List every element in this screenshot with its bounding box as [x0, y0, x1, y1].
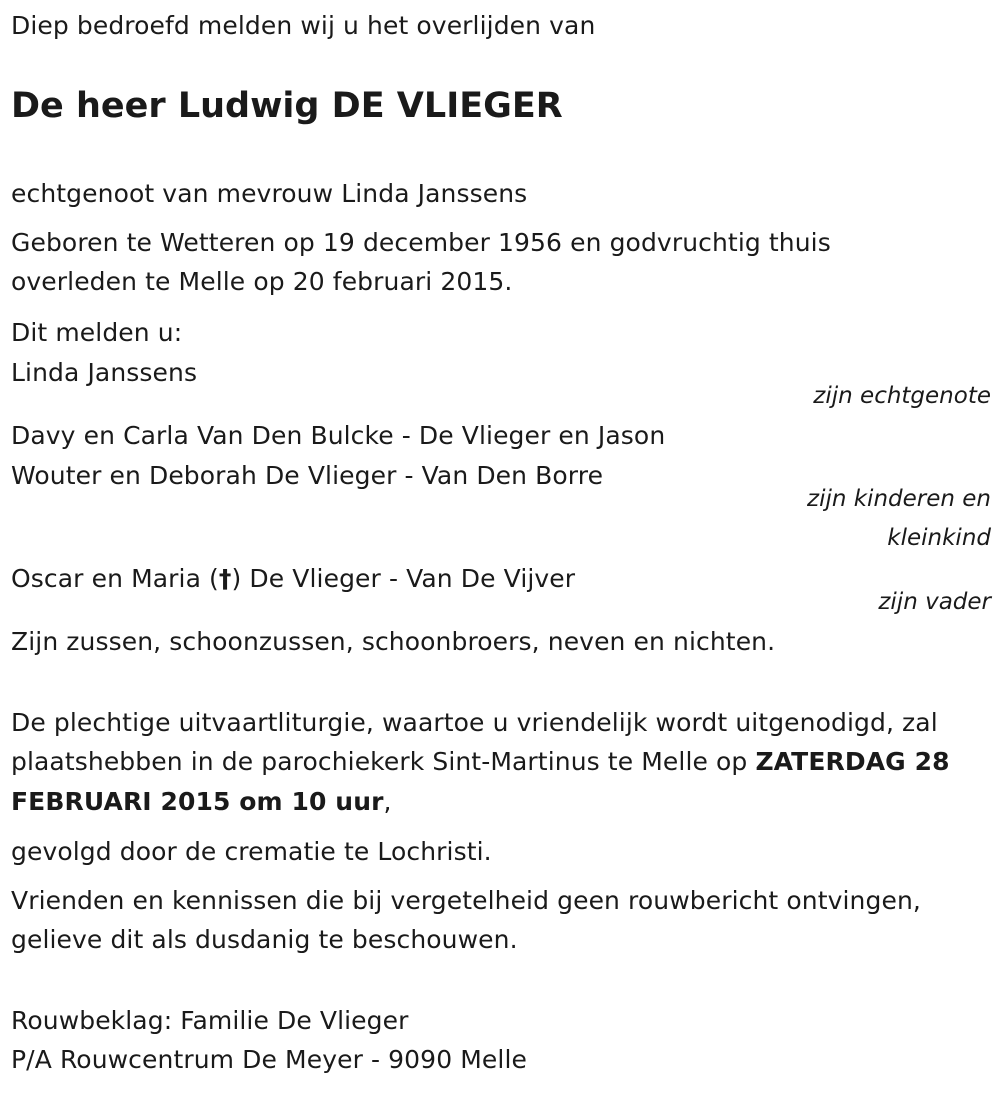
- cross-icon: †: [218, 564, 232, 593]
- father-text-pre: Oscar en Maria (: [11, 564, 219, 593]
- ceremony-date-part-2: FEBRUARI 2015 om 10 uur: [11, 787, 384, 816]
- intro-text: Diep bedroefd melden wij u het overlijden van: [11, 11, 596, 40]
- children-role-line-2: kleinkind: [887, 525, 991, 551]
- death-notice: [11, 0, 991, 1095]
- ceremony-line-1: De plechtige uitvaartliturgie, waartoe u vriendelijk wordt uitgenodigd, zal: [11, 708, 938, 737]
- spouse-line: echtgenoot van mevrouw Linda Janssens: [11, 179, 528, 208]
- condolence-address: P/A Rouwcentrum De Meyer - 9090 Melle: [11, 1045, 527, 1074]
- deceased-name-title: De heer Ludwig DE VLIEGER: [11, 86, 563, 126]
- cremation-line: gevolgd door de crematie te Lochristi.: [11, 837, 492, 866]
- ceremony-line-2: [11, 742, 950, 781]
- mourner-spouse-role: zijn echtgenote: [813, 383, 991, 409]
- notice-line-1: Vrienden en kennissen die bij vergetelheid geen rouwbericht ontvingen,: [11, 886, 921, 915]
- ceremony-line-3: [11, 782, 392, 821]
- announce-label: Dit melden u:: [11, 318, 183, 347]
- mourner-children-2: Wouter en Deborah De Vlieger - Van Den Borre: [11, 461, 604, 490]
- birth-line-1: Geboren te Wetteren op 19 december 1956 en godvruchtig thuis: [11, 228, 831, 257]
- ceremony-date-part-1: ZATERDAG 28: [755, 747, 950, 776]
- mourner-father-role: zijn vader: [878, 589, 991, 615]
- notice-line-2: gelieve dit als dusdanig te beschouwen.: [11, 925, 518, 954]
- mourner-children-role: [807, 480, 991, 558]
- condolence-line-1: Rouwbeklag: Familie De Vlieger: [11, 1006, 409, 1035]
- mourner-spouse-name: Linda Janssens: [11, 358, 198, 387]
- birth-line-2: overleden te Melle op 20 februari 2015.: [11, 267, 513, 296]
- mourner-siblings: Zijn zussen, schoonzussen, schoonbroers, neven en nichten.: [11, 627, 776, 656]
- ceremony-line-3-text: ,: [383, 787, 392, 816]
- children-role-line-1: zijn kinderen en: [807, 486, 991, 512]
- mourner-father: [11, 559, 575, 598]
- mourner-children-1: Davy en Carla Van Den Bulcke - De Vlieger en Jason: [11, 421, 666, 450]
- ceremony-line-2-text: plaatshebben in de parochiekerk Sint-Martinus te Melle op: [11, 747, 756, 776]
- father-text-post: ) De Vlieger - Van De Vijver: [231, 564, 576, 593]
